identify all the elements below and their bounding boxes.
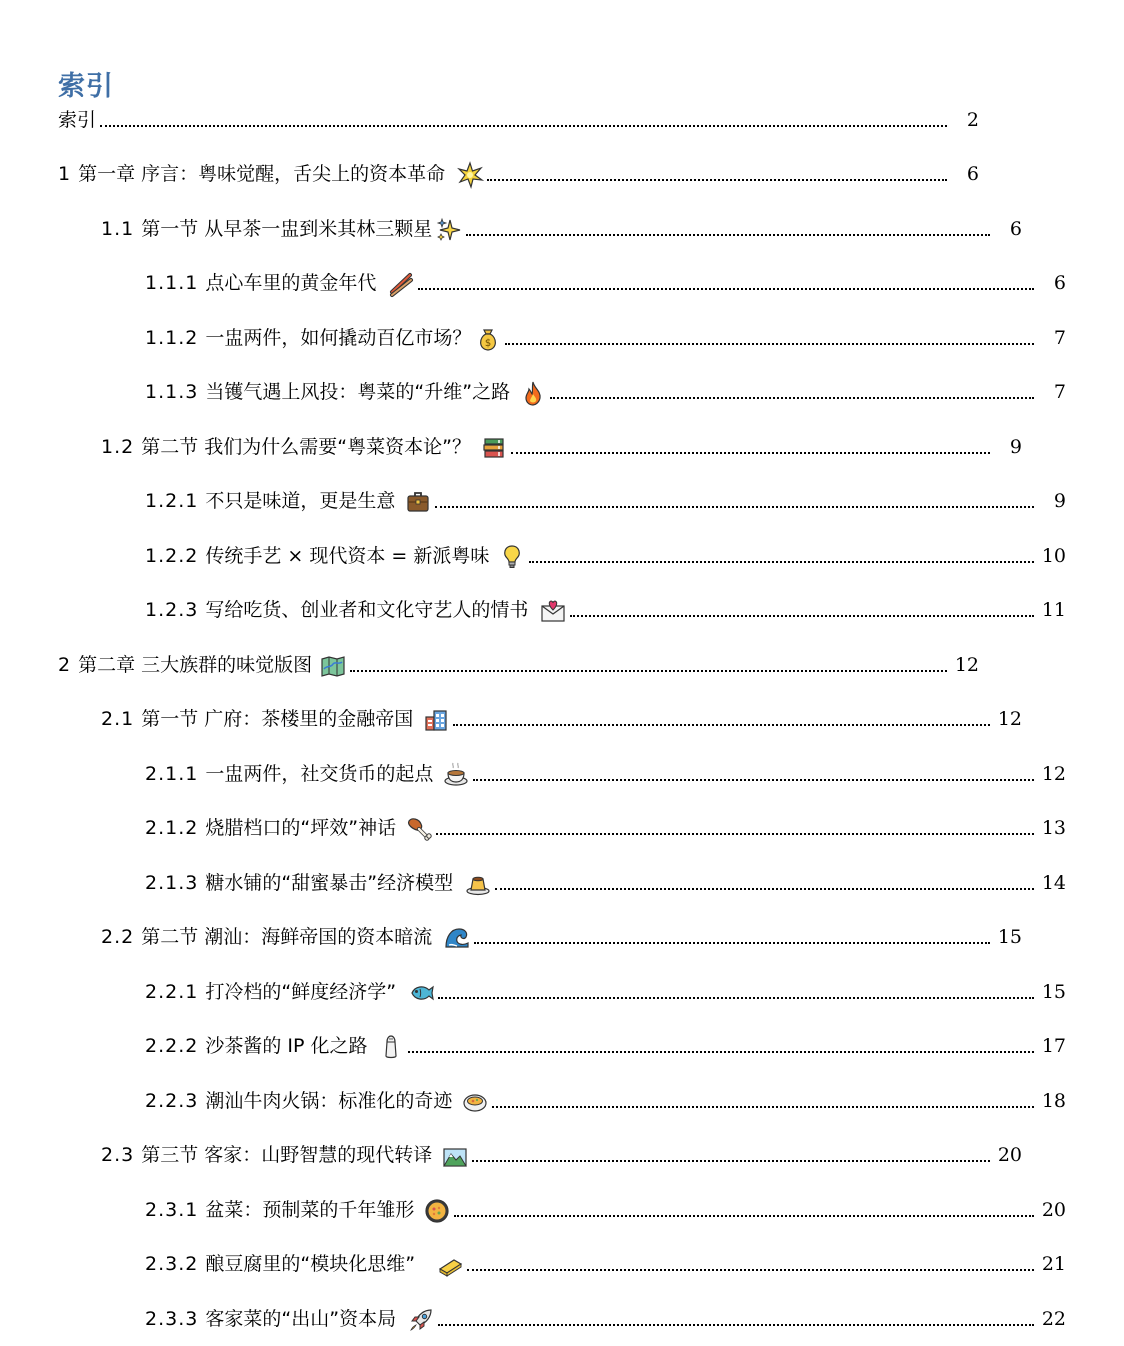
toc-entry[interactable] [0,647,1037,677]
love-letter-icon [540,598,566,624]
fire-icon [520,380,546,406]
toc-entry-title: 不只是味道，更是生意 [205,490,396,512]
poultry-leg-icon [406,816,432,842]
dot-leader [350,670,947,672]
toc-entry[interactable] [0,1246,1124,1276]
wave-icon [444,925,470,951]
toc-entry-title: 第二节 我们为什么需要“粤菜资本论”？ [141,436,471,458]
chopsticks-icon [388,271,414,297]
salt-shaker-icon [378,1034,404,1060]
toc-entry-number: 1.1 [101,218,142,240]
dot-leader [550,397,1034,399]
toc-entry-title: 烧腊档口的“坪效”神话 [205,817,397,839]
toc-entry[interactable] [0,1028,1124,1058]
money-bag-icon [475,326,501,352]
dot-leader [474,942,990,944]
page-title: 索引 [58,71,114,102]
toc-entry[interactable] [0,756,1124,786]
stew-pot-icon [462,1089,488,1115]
toc-entry-number: 1.2.3 [145,599,206,621]
toc-entry-number: 1 [58,163,79,185]
toc-entry[interactable] [0,810,1124,840]
toc-entry[interactable] [0,592,1124,622]
light-bulb-icon [499,544,525,570]
toc-entry[interactable] [0,211,1080,241]
toc-entry-number: 2.3 [101,1144,142,1166]
toc-entry-title: 点心车里的黄金年代 [205,272,377,294]
toc-entry[interactable] [0,538,1124,568]
toc-entry[interactable] [0,320,1124,350]
toc-page-number: 11 [1041,599,1066,621]
toc-entry-number: 1.2.2 [145,545,206,567]
toc-entry[interactable] [0,156,1037,186]
dot-leader [492,1106,1034,1108]
toc-page-number: 14 [1041,872,1066,894]
dot-leader [473,779,1034,781]
books-icon [481,435,507,461]
toc-entry-number: 1.1.2 [145,327,206,349]
toc-entry-title: 传统手艺 × 现代资本 = 新派粤味 [205,545,490,567]
toc-entry-title: 当镬气遇上风投：粤菜的“升维”之路 [205,381,511,403]
dot-leader [495,888,1034,890]
toc-page-number: 13 [1041,817,1066,839]
toc-entry-title: 写给吃货、创业者和文化守艺人的情书 [205,599,529,621]
toc-entry-title: 第三节 客家：山野智慧的现代转译 [141,1144,433,1166]
toc-page-number: 7 [1053,381,1066,403]
toc-entry-title: 酿豆腐里的“模块化思维” [205,1253,416,1275]
toc-page-number: 6 [966,163,979,185]
toc-entry-number: 1.1.1 [145,272,206,294]
briefcase-icon [405,489,431,515]
toc-page-number: 10 [1041,545,1066,567]
toc-page-number: 17 [1041,1035,1066,1057]
dot-leader [472,1160,990,1162]
cheese-icon [437,1252,463,1278]
toc-entry-number: 2.2.2 [145,1035,206,1057]
toc-page-number: 21 [1041,1253,1066,1275]
toc-page-number: 20 [997,1144,1022,1166]
toc-entry-number: 2.3.2 [145,1253,206,1275]
toc-entry-title: 第一节 从早茶一盅到米其林三颗星 [141,218,433,240]
toc-entry-title: 客家菜的“出山”资本局 [205,1308,397,1330]
toc-page-number: 12 [954,654,979,676]
toc-entry-title: 糖水铺的“甜蜜暴击”经济模型 [205,872,454,894]
toc-entry-number: 2.1 [101,708,142,730]
toc-entry[interactable] [0,265,1124,295]
toc-entry[interactable] [0,865,1124,895]
dot-leader [570,615,1034,617]
toc-entry[interactable] [0,102,1037,132]
tea-cup-icon [443,762,469,788]
pudding-icon [465,871,491,897]
toc-page-number: 12 [997,708,1022,730]
toc-entry-number: 2.3.1 [145,1199,206,1221]
dot-leader [529,561,1034,563]
dot-leader [453,724,990,726]
toc-entry-title: 沙茶酱的 IP 化之路 [205,1035,368,1057]
paella-pan-icon [424,1198,450,1224]
map-icon [320,653,346,679]
dot-leader [487,179,947,181]
dot-leader [505,343,1034,345]
office-building-icon [423,707,449,733]
dot-leader [454,1215,1034,1217]
dot-leader [100,125,947,127]
mountain-icon [442,1143,468,1169]
toc-entry-number: 2.2.1 [145,981,206,1003]
sparkle-burst-icon [457,162,483,188]
dot-leader [466,234,990,236]
toc-entry-title: 第一节 广府：茶楼里的金融帝国 [141,708,414,730]
toc-entry[interactable] [0,1301,1124,1331]
toc-entry-title: 第二节 潮汕：海鲜帝国的资本暗流 [141,926,433,948]
toc-entry-number: 2 [58,654,79,676]
toc-entry-title: 打冷档的“鲜度经济学” [205,981,397,1003]
toc-entry[interactable] [0,1083,1124,1113]
toc-entry-number: 2.1.1 [145,763,206,785]
toc-entry-number: 1.1.3 [145,381,206,403]
toc-entry-title: 索引 [58,109,97,131]
toc-entry-title: 第一章 序言：粤味觉醒，舌尖上的资本革命 [78,163,446,185]
toc-entry-title: 一盅两件，社交货币的起点 [205,763,434,785]
dot-leader [438,1324,1034,1326]
dot-leader [436,833,1034,835]
toc-entry[interactable] [0,701,1080,731]
toc-entry-number: 2.1.2 [145,817,206,839]
svg-text:$: $ [485,338,492,349]
toc-entry-title: 潮汕牛肉火锅：标准化的奇迹 [205,1090,453,1112]
toc-page-number: 22 [1041,1308,1066,1330]
toc-entry-title: 第二章 三大族群的味觉版图 [78,654,313,676]
toc-entry-number: 2.2.3 [145,1090,206,1112]
dot-leader [408,1051,1034,1053]
rocket-icon [408,1307,434,1333]
toc-page-number: 15 [1041,981,1066,1003]
dot-leader [467,1269,1034,1271]
toc-page-number: 6 [1053,272,1066,294]
toc-page-number: 20 [1041,1199,1066,1221]
toc-page-number: 6 [1009,218,1022,240]
toc-entry-number: 2.2 [101,926,142,948]
toc-entry-number: 1.2 [101,436,142,458]
dot-leader [435,506,1034,508]
toc-entry-number: 1.2.1 [145,490,206,512]
dot-leader [511,452,990,454]
toc-entry[interactable] [0,1137,1080,1167]
toc-entry-number: 2.3.3 [145,1308,206,1330]
dot-leader [438,997,1034,999]
toc-page-number: 9 [1009,436,1022,458]
toc-entry-number: 2.1.3 [145,872,206,894]
toc-page-number: 9 [1053,490,1066,512]
toc-entry[interactable] [0,1192,1124,1222]
toc-entry[interactable] [0,374,1124,404]
sparkles-icon [436,217,462,243]
toc-entry[interactable] [0,974,1124,1004]
toc-page-number: 18 [1041,1090,1066,1112]
toc-entry[interactable] [0,483,1124,513]
toc-page-number: 15 [997,926,1022,948]
dot-leader [418,288,1034,290]
toc-entry[interactable] [0,919,1080,949]
fish-icon [408,980,434,1006]
toc-entry[interactable] [0,429,1080,459]
toc-page-number: 12 [1041,763,1066,785]
toc-page-number: 7 [1053,327,1066,349]
toc-page-number: 2 [966,109,979,131]
toc-entry-title: 盆菜：预制菜的千年雏形 [205,1199,415,1221]
toc-entry-title: 一盅两件，如何撬动百亿市场？ [205,327,472,349]
